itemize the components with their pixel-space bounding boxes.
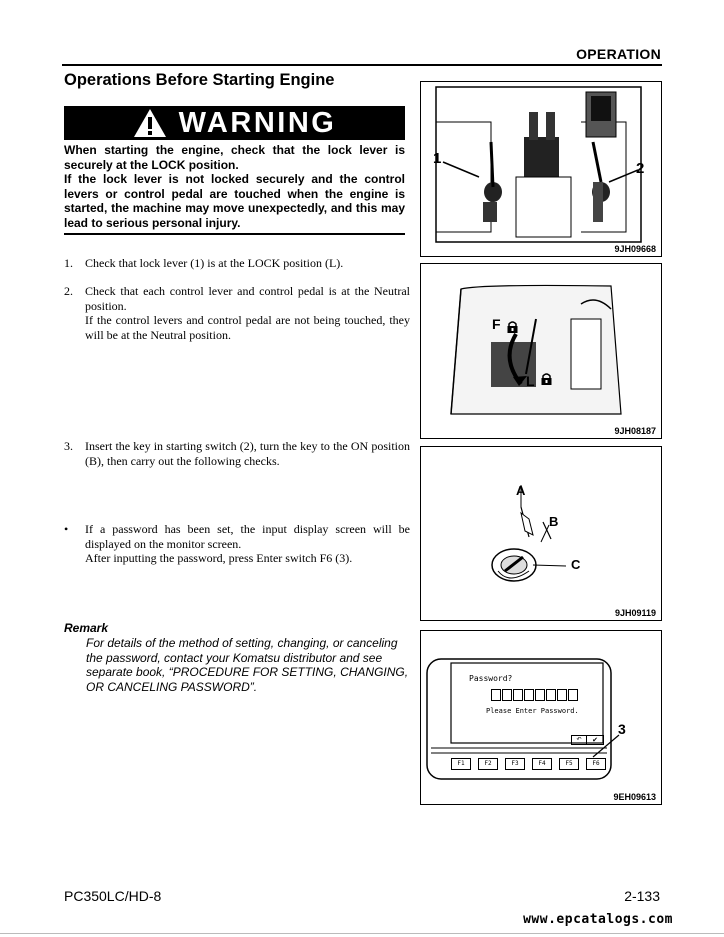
password-entry-field[interactable] xyxy=(491,689,578,701)
figure-cab-controls xyxy=(420,81,662,257)
step-text: If the control levers and control pedal are not being touched, they will be at the Neutral position. xyxy=(85,313,410,342)
header-rule xyxy=(62,64,662,66)
figure-lock-lever xyxy=(420,263,662,439)
callout-3: 3 xyxy=(618,721,626,737)
password-digit-box xyxy=(546,689,556,701)
step-text: Check that each control lever and control pedal is at the Neutral position. xyxy=(85,284,410,313)
warning-triangle-icon xyxy=(133,108,167,138)
cab-controls-illustration xyxy=(421,82,661,256)
password-digit-box xyxy=(513,689,523,701)
figure-code: 9JH08187 xyxy=(614,426,656,436)
password-digit-box xyxy=(535,689,545,701)
footer-page-number: 2-133 xyxy=(624,888,660,904)
monitor-illustration xyxy=(421,631,661,804)
page-title: Operations Before Starting Engine xyxy=(64,71,335,89)
callout-b: B xyxy=(549,514,559,529)
figure-starting-switch xyxy=(420,446,662,621)
starting-switch-illustration xyxy=(421,447,661,620)
section-header: OPERATION xyxy=(576,46,661,62)
warning-paragraph: If the lock lever is not locked securely and the control levers or control pedal are touched when the engine is started, the machine may move unexpectedly, and this may lead to serious personal injury. xyxy=(64,172,405,230)
warning-paragraph: When starting the engine, check that the lock lever is securely at the LOCK position. xyxy=(64,143,405,172)
footer-model: PC350LC/HD-8 xyxy=(64,888,162,904)
step-text: Insert the key in starting switch (2), turn the key to the ON position (B), then carry out the following checks. xyxy=(85,439,410,468)
step-1 xyxy=(64,256,410,272)
password-digit-box xyxy=(568,689,578,701)
warning-rule xyxy=(64,233,405,235)
password-digit-box xyxy=(557,689,567,701)
step-3 xyxy=(64,439,410,471)
step-number: 1. xyxy=(64,256,73,270)
step-number: 3. xyxy=(64,439,73,453)
figure-code: 9JH09668 xyxy=(614,244,656,254)
lock-icon xyxy=(507,320,518,333)
watermark-url[interactable]: www.epcatalogs.com xyxy=(523,912,673,927)
function-key-f1[interactable]: F1 xyxy=(451,758,471,770)
callout-1: 1 xyxy=(433,150,442,167)
figure-code: 9JH09119 xyxy=(614,608,656,618)
function-key-row xyxy=(451,758,606,770)
function-key-f2[interactable]: F2 xyxy=(478,758,498,770)
step-text: After inputting the password, press Enter switch F6 (3). xyxy=(85,551,353,565)
warning-label: WARNING xyxy=(178,106,337,139)
function-key-f6[interactable]: F6 xyxy=(586,758,606,770)
bottom-rule xyxy=(0,933,724,934)
back-arrow-icon[interactable]: ↶ xyxy=(571,735,587,745)
figure-monitor xyxy=(420,630,662,805)
check-icon[interactable]: ✔ xyxy=(586,735,604,745)
step-text: Check that lock lever (1) is at the LOCK position (L). xyxy=(85,256,344,270)
figure-code: 9EH09613 xyxy=(613,792,656,802)
lock-icon xyxy=(541,372,552,385)
callout-a: A xyxy=(516,483,526,498)
remark-text: For details of the method of setting, changing, or canceling the password, contact your Komatsu distributor and see separate book, “PROCEDURE FOR SETTING, CHANGING, OR CANCELING PASSWORD”. xyxy=(86,636,409,694)
callout-lock: L xyxy=(526,373,535,389)
callout-c: C xyxy=(571,557,581,572)
function-key-f5[interactable]: F5 xyxy=(559,758,579,770)
step-2 xyxy=(64,284,410,344)
lock-lever-illustration xyxy=(421,264,661,438)
bullet-mark: • xyxy=(64,522,69,536)
remark-title: Remark xyxy=(64,621,109,635)
password-digit-box xyxy=(502,689,512,701)
step-number: 2. xyxy=(64,284,73,298)
password-digit-box xyxy=(491,689,501,701)
callout-free: F xyxy=(492,316,501,332)
warning-text xyxy=(64,143,405,231)
password-message: Please Enter Password. xyxy=(486,707,579,715)
warning-banner xyxy=(64,106,405,140)
bullet-password xyxy=(64,522,410,568)
callout-2: 2 xyxy=(636,160,645,177)
function-key-f3[interactable]: F3 xyxy=(505,758,525,770)
password-prompt: Password? xyxy=(469,674,513,683)
password-digit-box xyxy=(524,689,534,701)
function-key-f4[interactable]: F4 xyxy=(532,758,552,770)
step-text: If a password has been set, the input display screen will be displayed on the monitor screen. xyxy=(85,522,410,551)
